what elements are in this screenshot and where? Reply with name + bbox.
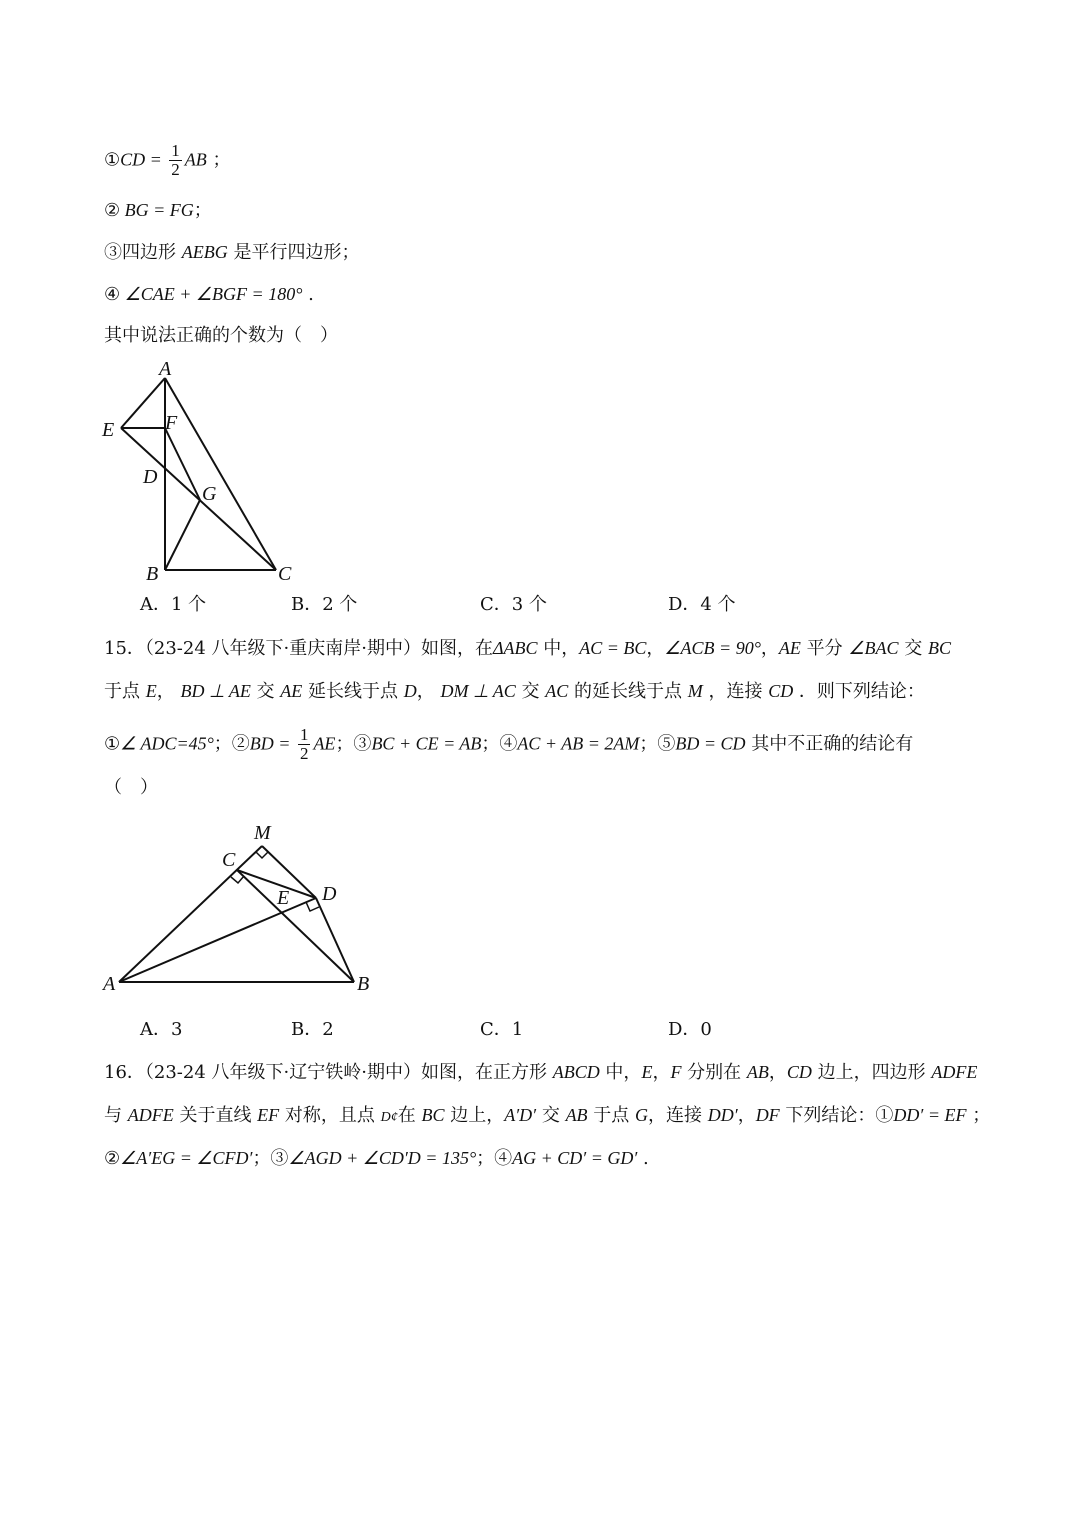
- math-text: CD =: [120, 149, 167, 170]
- math-text: E: [145, 681, 157, 701]
- text: ，: [646, 638, 665, 659]
- label-a: A: [159, 358, 172, 380]
- text: 交: [515, 681, 546, 702]
- label-b: B: [357, 973, 370, 995]
- segment-ac: [165, 378, 276, 570]
- option-c[interactable]: C．3 个: [480, 594, 547, 615]
- text: 平分: [800, 638, 849, 659]
- text: 如图，在: [420, 638, 493, 659]
- q14-statement-1: [104, 142, 231, 179]
- math-text: DD′ = EF: [893, 1105, 967, 1125]
- right-angle-mark-c: [231, 876, 244, 883]
- right-angle-mark-d: [306, 902, 319, 911]
- text: 在: [397, 1105, 422, 1126]
- math-text: BD = CD: [675, 733, 746, 754]
- math-text: AB: [184, 149, 207, 170]
- math-text: AEBG: [181, 242, 228, 262]
- math-text: ∠ACB = 90°: [664, 638, 761, 658]
- math-text: BC: [421, 1105, 445, 1125]
- math-text: AG + CD′ = GD′: [512, 1148, 638, 1168]
- label-e: E: [102, 419, 115, 441]
- text: 关于直线: [173, 1105, 258, 1126]
- q14-statement-2: [104, 198, 212, 223]
- math-text: BD =: [249, 733, 295, 754]
- text: ，: [737, 1105, 756, 1126]
- text: 中，: [537, 638, 580, 659]
- math-text: A′D′: [504, 1105, 537, 1125]
- option-c[interactable]: C．1: [480, 1019, 524, 1040]
- text: ，连接: [648, 1105, 708, 1126]
- circled-number: ②: [104, 1148, 121, 1169]
- text: .: [637, 1148, 649, 1169]
- math-text: D: [403, 681, 417, 701]
- circled-number: ①: [104, 149, 121, 171]
- math-text: EF: [257, 1105, 280, 1125]
- math-text: ∠ ADC=45°: [120, 733, 214, 754]
- label-d: D: [143, 466, 158, 488]
- math-text: ∠BAC: [848, 638, 899, 658]
- math-text: AC + AB = 2AM: [517, 733, 640, 754]
- label-a: A: [103, 973, 116, 995]
- statement-text: ③四边形: [104, 242, 182, 263]
- text: 交: [898, 638, 928, 659]
- text: ，: [768, 1062, 787, 1083]
- punctuation: ；: [206, 149, 231, 171]
- math-text: E: [641, 1062, 653, 1082]
- fraction-numerator: 1: [299, 725, 309, 744]
- segment-ea: [121, 378, 165, 428]
- math-text: CD: [768, 681, 794, 701]
- q15-stem-line-2: [104, 679, 925, 704]
- segment-am: [119, 846, 262, 982]
- text: 延长线于点: [302, 681, 404, 702]
- punctuation: ；: [193, 200, 212, 221]
- text: ，: [156, 681, 181, 702]
- question-source: （23-24 八年级下·重庆南岸·期中）: [144, 638, 421, 659]
- label-e: E: [277, 887, 290, 909]
- math-text: ABCD: [552, 1062, 600, 1082]
- label-f: F: [165, 412, 178, 434]
- statement-text: 是平行四边形；: [227, 242, 360, 263]
- option-b[interactable]: B．2 个: [291, 594, 358, 615]
- math-text: AB: [746, 1062, 769, 1082]
- math-text: G: [635, 1105, 649, 1125]
- q14-statement-3: [104, 240, 359, 265]
- text: ；④: [476, 1148, 513, 1169]
- q15-stem-line-1: [104, 636, 951, 661]
- label-m: M: [254, 822, 271, 844]
- fraction-denominator: 2: [171, 160, 180, 179]
- right-angle-mark-m: [256, 852, 268, 858]
- math-text: BG = FG: [120, 200, 194, 220]
- q16-stem-line-1: [104, 1060, 977, 1085]
- fraction: [169, 142, 182, 179]
- question-source: （23-24 八年级下·辽宁铁岭·期中）: [144, 1062, 421, 1083]
- text: 下列结论：①: [779, 1105, 894, 1126]
- label-d: D: [322, 883, 337, 905]
- math-text: M: [687, 681, 703, 701]
- text: 于点: [104, 681, 146, 702]
- math-text: AB: [565, 1105, 588, 1125]
- text: ，连接: [702, 681, 769, 702]
- text: ，: [416, 681, 441, 702]
- math-text: F: [670, 1062, 682, 1082]
- question-number: 15．: [104, 638, 145, 659]
- text: ；②: [213, 733, 250, 755]
- label-c: C: [222, 849, 236, 871]
- text: ；: [966, 1105, 991, 1126]
- option-d[interactable]: D．0: [668, 1019, 712, 1040]
- q15-figure: [95, 815, 385, 1000]
- math-text: AE: [778, 638, 801, 658]
- segment-ad: [119, 898, 316, 982]
- math-text: BC: [927, 638, 951, 658]
- option-d[interactable]: D．4 个: [668, 594, 736, 615]
- option-b[interactable]: B．2: [291, 1019, 334, 1040]
- text: 与: [104, 1105, 128, 1126]
- math-text: ΔABC: [492, 638, 538, 658]
- math-text: BC + CE = AB: [371, 733, 482, 754]
- q14-options: [0, 593, 1080, 617]
- text: 对称，且点: [279, 1105, 381, 1126]
- math-text: ADFE: [931, 1062, 978, 1082]
- math-text: D¢: [380, 1110, 398, 1125]
- fraction: [298, 726, 311, 763]
- text: 分别在: [681, 1062, 747, 1083]
- text: ，: [652, 1062, 671, 1083]
- text: 于点: [587, 1105, 636, 1126]
- text: ，: [760, 638, 779, 659]
- math-text: ∠AGD + ∠CD′D = 135°: [288, 1148, 477, 1168]
- text: 其中不正确的结论有: [745, 733, 914, 755]
- q15-answer-bracket: （ ）: [104, 777, 158, 798]
- text: ．则下列结论：: [793, 681, 925, 702]
- label-c: C: [278, 563, 292, 585]
- math-text: CD: [786, 1062, 812, 1082]
- math-text: AC = BC: [579, 638, 647, 658]
- math-text: DF: [755, 1105, 780, 1125]
- math-text: AE: [280, 681, 303, 701]
- math-text: DD′: [707, 1105, 738, 1125]
- segment-fg: [165, 428, 200, 500]
- question-number: 16．: [104, 1062, 145, 1083]
- segment-gb: [165, 500, 200, 570]
- q15-options: [0, 1018, 1080, 1042]
- fraction-denominator: 2: [299, 744, 309, 763]
- segment-db: [316, 898, 354, 982]
- text: 边上，四边形: [811, 1062, 932, 1083]
- math-text: BD ⊥ AE: [180, 681, 251, 701]
- label-g: G: [202, 483, 217, 505]
- label-b: B: [146, 563, 159, 585]
- q16-stem-line-2: [104, 1103, 990, 1130]
- punctuation: .: [302, 284, 314, 305]
- q14-statement-4: [104, 282, 314, 307]
- text: ；③: [252, 1148, 289, 1169]
- circled-number: ④: [104, 284, 121, 305]
- q14-question: 其中说法正确的个数为（ ）: [104, 325, 338, 346]
- math-text: AC: [545, 681, 569, 701]
- text: 边上，: [444, 1105, 505, 1126]
- circled-number: ①: [104, 733, 121, 755]
- q16-stem-line-3: [104, 1146, 649, 1171]
- option-a[interactable]: A．1 个: [140, 594, 207, 615]
- text: ；④: [481, 733, 518, 755]
- text: 交: [250, 681, 281, 702]
- q14-figure: [95, 355, 310, 590]
- math-text: DM ⊥ AC: [440, 681, 516, 701]
- text: 如图，在正方形: [420, 1062, 553, 1083]
- text: ；③: [335, 733, 372, 755]
- option-a[interactable]: A．3: [140, 1019, 183, 1040]
- math-text: AE: [313, 733, 336, 754]
- text: ；⑤: [639, 733, 676, 755]
- text: 的延长线于点: [568, 681, 688, 702]
- q15-conclusions-line: [104, 726, 913, 763]
- math-text: ADFE: [127, 1105, 174, 1125]
- circled-number: ②: [104, 200, 121, 221]
- math-text: ∠A′EG = ∠CFD′: [120, 1148, 253, 1168]
- fraction-numerator: 1: [171, 141, 180, 160]
- text: 中，: [599, 1062, 642, 1083]
- math-text: ∠CAE + ∠BGF = 180°: [120, 284, 303, 304]
- text: 交: [536, 1105, 566, 1126]
